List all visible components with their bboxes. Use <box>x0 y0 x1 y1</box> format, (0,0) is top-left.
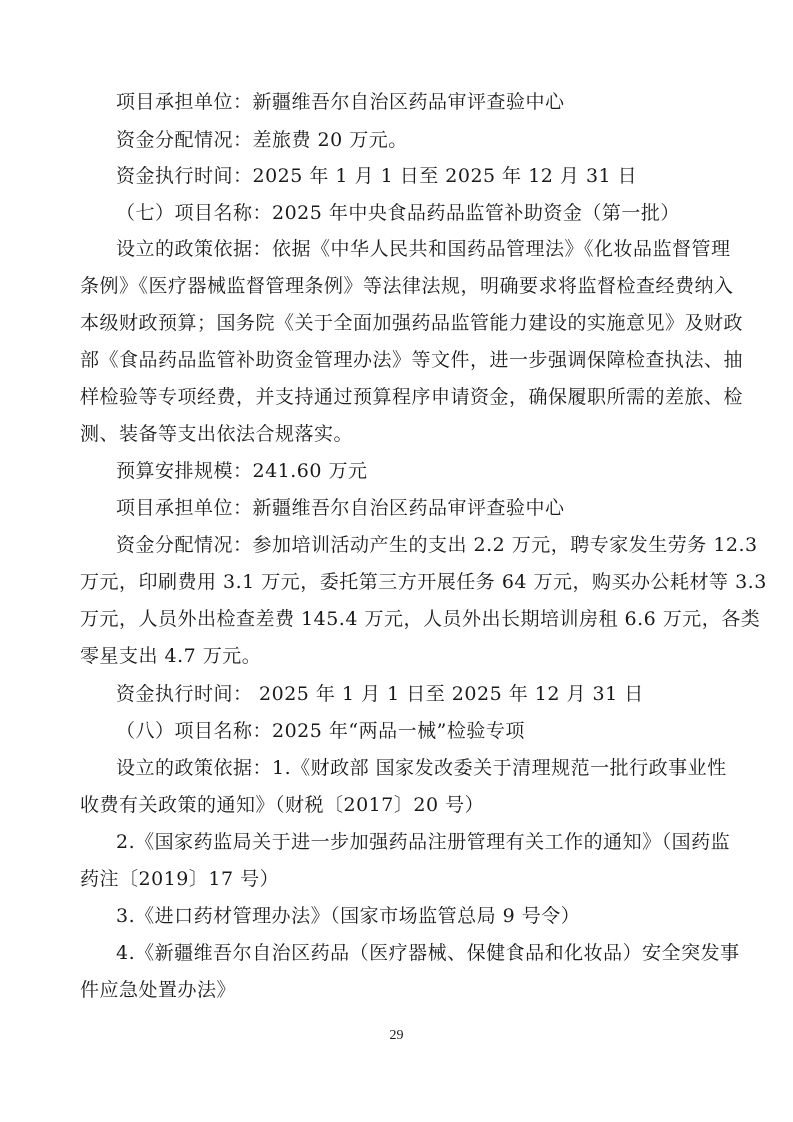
text-line: 设立的政策依据：依据《中华人民共和国药品管理法》《化妆品监督管理 <box>116 238 731 260</box>
text-line: 3.《进口药材管理办法》（国家市场监管总局 9 号令） <box>116 905 581 927</box>
section-heading: （八）项目名称：2025 年“两品一械”检验专项 <box>116 720 525 742</box>
text-line: 2.《国家药监局关于进一步加强药品注册管理有关工作的通知》（国药监 <box>116 831 731 853</box>
text-line: 4.《新疆维吾尔自治区药品（医疗器械、保健食品和化妆品）安全突发事 <box>116 942 740 964</box>
text-line: 样检验等专项经费，并支持通过预算程序申请资金，确保履职所需的差旅、检 <box>80 386 744 408</box>
text-line: 资金分配情况：参加培训活动产生的支出 2.2 万元，聘专家发生劳务 12.3 <box>116 534 758 556</box>
text-line: 收费有关政策的通知》（财税〔2017〕20 号） <box>80 794 485 816</box>
text-line: 项目承担单位：新疆维吾尔自治区药品审评查验中心 <box>116 497 565 519</box>
text-line: 项目承担单位：新疆维吾尔自治区药品审评查验中心 <box>116 91 565 113</box>
text-line: 测、装备等支出依法合规落实。 <box>80 423 354 445</box>
text-line: 条例》《医疗器械监督管理条例》等法律法规，明确要求将监督检查经费纳入 <box>80 275 734 297</box>
text-line: 部《食品药品监管补助资金管理办法》等文件，进一步强调保障检查执法、抽 <box>80 349 744 371</box>
text-line: 资金分配情况：差旅费 20 万元。 <box>116 129 408 151</box>
text-line: 万元，人员外出检查差费 145.4 万元，人员外出长期培训房租 6.6 万元，各类 <box>80 608 761 630</box>
text-line: 预算安排规模：241.60 万元 <box>116 460 368 482</box>
page-number: 29 <box>389 1028 404 1043</box>
text-line: 资金执行时间：2025 年 1 月 1 日至 2025 年 12 月 31 日 <box>116 165 638 187</box>
text-line: 件应急处置办法》 <box>80 979 237 1001</box>
section-heading: （七）项目名称：2025 年中央食品药品监管补助资金（第一批） <box>116 202 680 224</box>
text-line: 零星支出 4.7 万元。 <box>80 645 262 667</box>
text-line: 万元，印刷费用 3.1 万元，委托第三方开展任务 64 万元，购买办公耗材等 3.3 <box>80 571 767 593</box>
text-line: 设立的政策依据：1.《财政部 国家发改委关于清理规范一批行政事业性 <box>116 757 727 779</box>
text-line: 药注〔2019〕17 号） <box>80 868 280 890</box>
text-line: 本级财政预算；国务院《关于全面加强药品监管能力建设的实施意见》及财政 <box>80 312 744 334</box>
text-line: 资金执行时间： 2025 年 1 月 1 日至 2025 年 12 月 31 日 <box>116 683 644 705</box>
